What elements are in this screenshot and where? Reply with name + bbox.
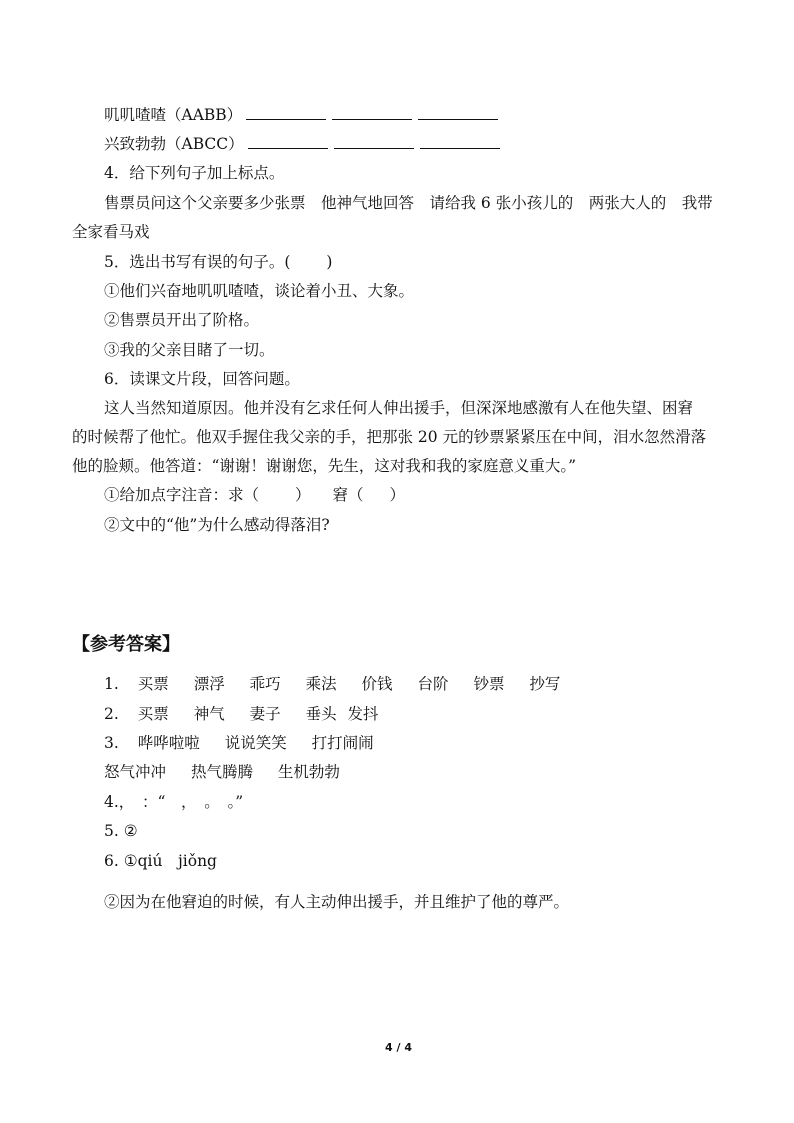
answer-blank[interactable]: [420, 134, 500, 149]
q6-sub1-label-2: 窘（: [332, 486, 364, 504]
q4-title: 4．给下列句子加上标点。: [104, 164, 285, 182]
q6-sub-1: [104, 485, 405, 505]
answer-word: 热气腾腾: [190, 763, 253, 781]
answer-word: 怒气冲冲: [104, 763, 167, 781]
answer-word: 生机勃勃: [277, 763, 340, 781]
abcc-line: [104, 134, 500, 154]
answer-word: 垂头: [305, 705, 337, 723]
answer-word: 乘法: [305, 675, 337, 693]
answer-1: [104, 674, 560, 694]
answer-3-line-2: [104, 762, 340, 782]
q4-text-2: 全家看马戏: [72, 223, 150, 241]
answer-blank[interactable]: [332, 105, 412, 120]
answer-word: 乖巧: [249, 675, 281, 693]
q6-passage-2: 的时候帮了他忙。他双手握住我父亲的手，把那张 20 元的钞票紧紧压在中间，泪水忽然滑落: [72, 428, 707, 446]
q6-passage-1: 这人当然知道原因。他并没有乞求任何人伸出援手，但深深地感激有人在他失望、困窘: [104, 399, 694, 417]
answer-word: 台阶: [417, 675, 449, 693]
answer-word: 买票: [137, 675, 169, 693]
answer-number: 2.: [104, 705, 119, 723]
answer-word: 打打闹闹: [311, 734, 374, 752]
answer-3: [104, 733, 374, 753]
answer-word: 发抖: [347, 705, 379, 723]
answer-word: 价钱: [361, 675, 393, 693]
q5-option-3: ③我的父亲目睹了一切。: [104, 341, 275, 359]
answer-5: 5. ②: [104, 822, 138, 840]
answer-6-1: 6. ①qiú jiǒng: [104, 852, 217, 870]
answer-2: [104, 704, 379, 724]
q6-sub-2: ②文中的“他”为什么感动得落泪?: [104, 516, 330, 534]
answer-word: 神气: [193, 705, 225, 723]
answer-word: 漂浮: [193, 675, 225, 693]
page-number: 4 / 4: [385, 1041, 412, 1054]
aabb-label: 叽叽喳喳（AABB）: [104, 106, 243, 124]
answer-word: 妻子: [249, 705, 281, 723]
answer-word: 说说笑笑: [224, 734, 287, 752]
answer-word: 哗哗啦啦: [137, 734, 200, 752]
answer-blank[interactable]: [246, 105, 326, 120]
q5-title-text: 5．选出书写有误的句子。(: [104, 253, 291, 271]
q5-close: ): [326, 253, 333, 271]
answer-blank[interactable]: [248, 134, 328, 149]
q6-title: 6．读课文片段，回答问题。: [104, 370, 300, 388]
answer-word: 买票: [137, 705, 169, 723]
answer-4: 4.， ：“ ， 。 。”: [104, 793, 244, 811]
q5-title: [104, 252, 332, 272]
abcc-label: 兴致勃勃（ABCC）: [104, 135, 244, 153]
answer-word: 抄写: [529, 675, 561, 693]
q6-sub1-close-2: ）: [389, 486, 406, 504]
answer-number: 3.: [104, 734, 119, 752]
answers-heading: 【参考答案】: [72, 634, 180, 655]
answer-blank[interactable]: [418, 105, 498, 120]
q5-option-1: ①他们兴奋地叽叽喳喳，谈论着小丑、大象。: [104, 282, 415, 300]
q6-passage-3: 他的脸颊。他答道：“谢谢！谢谢您，先生，这对我和我的家庭意义重大。”: [72, 457, 577, 475]
answer-number: 1.: [104, 675, 119, 693]
aabb-line: [104, 105, 498, 125]
q5-option-2: ②售票员开出了阶格。: [104, 311, 260, 329]
q6-sub1-label: ①给加点字注音：求（: [104, 486, 260, 504]
answer-word: 钞票: [473, 675, 505, 693]
q6-sub1-close: ）: [295, 486, 311, 504]
answer-blank[interactable]: [334, 134, 414, 149]
answer-6-2: ②因为在他窘迫的时候，有人主动伸出援手，并且维护了他的尊严。: [104, 893, 570, 911]
q4-text-1: 售票员问这个父亲要多少张票 他神气地回答 请给我 6 张小孩儿的 两张大人的 我带: [104, 194, 713, 212]
